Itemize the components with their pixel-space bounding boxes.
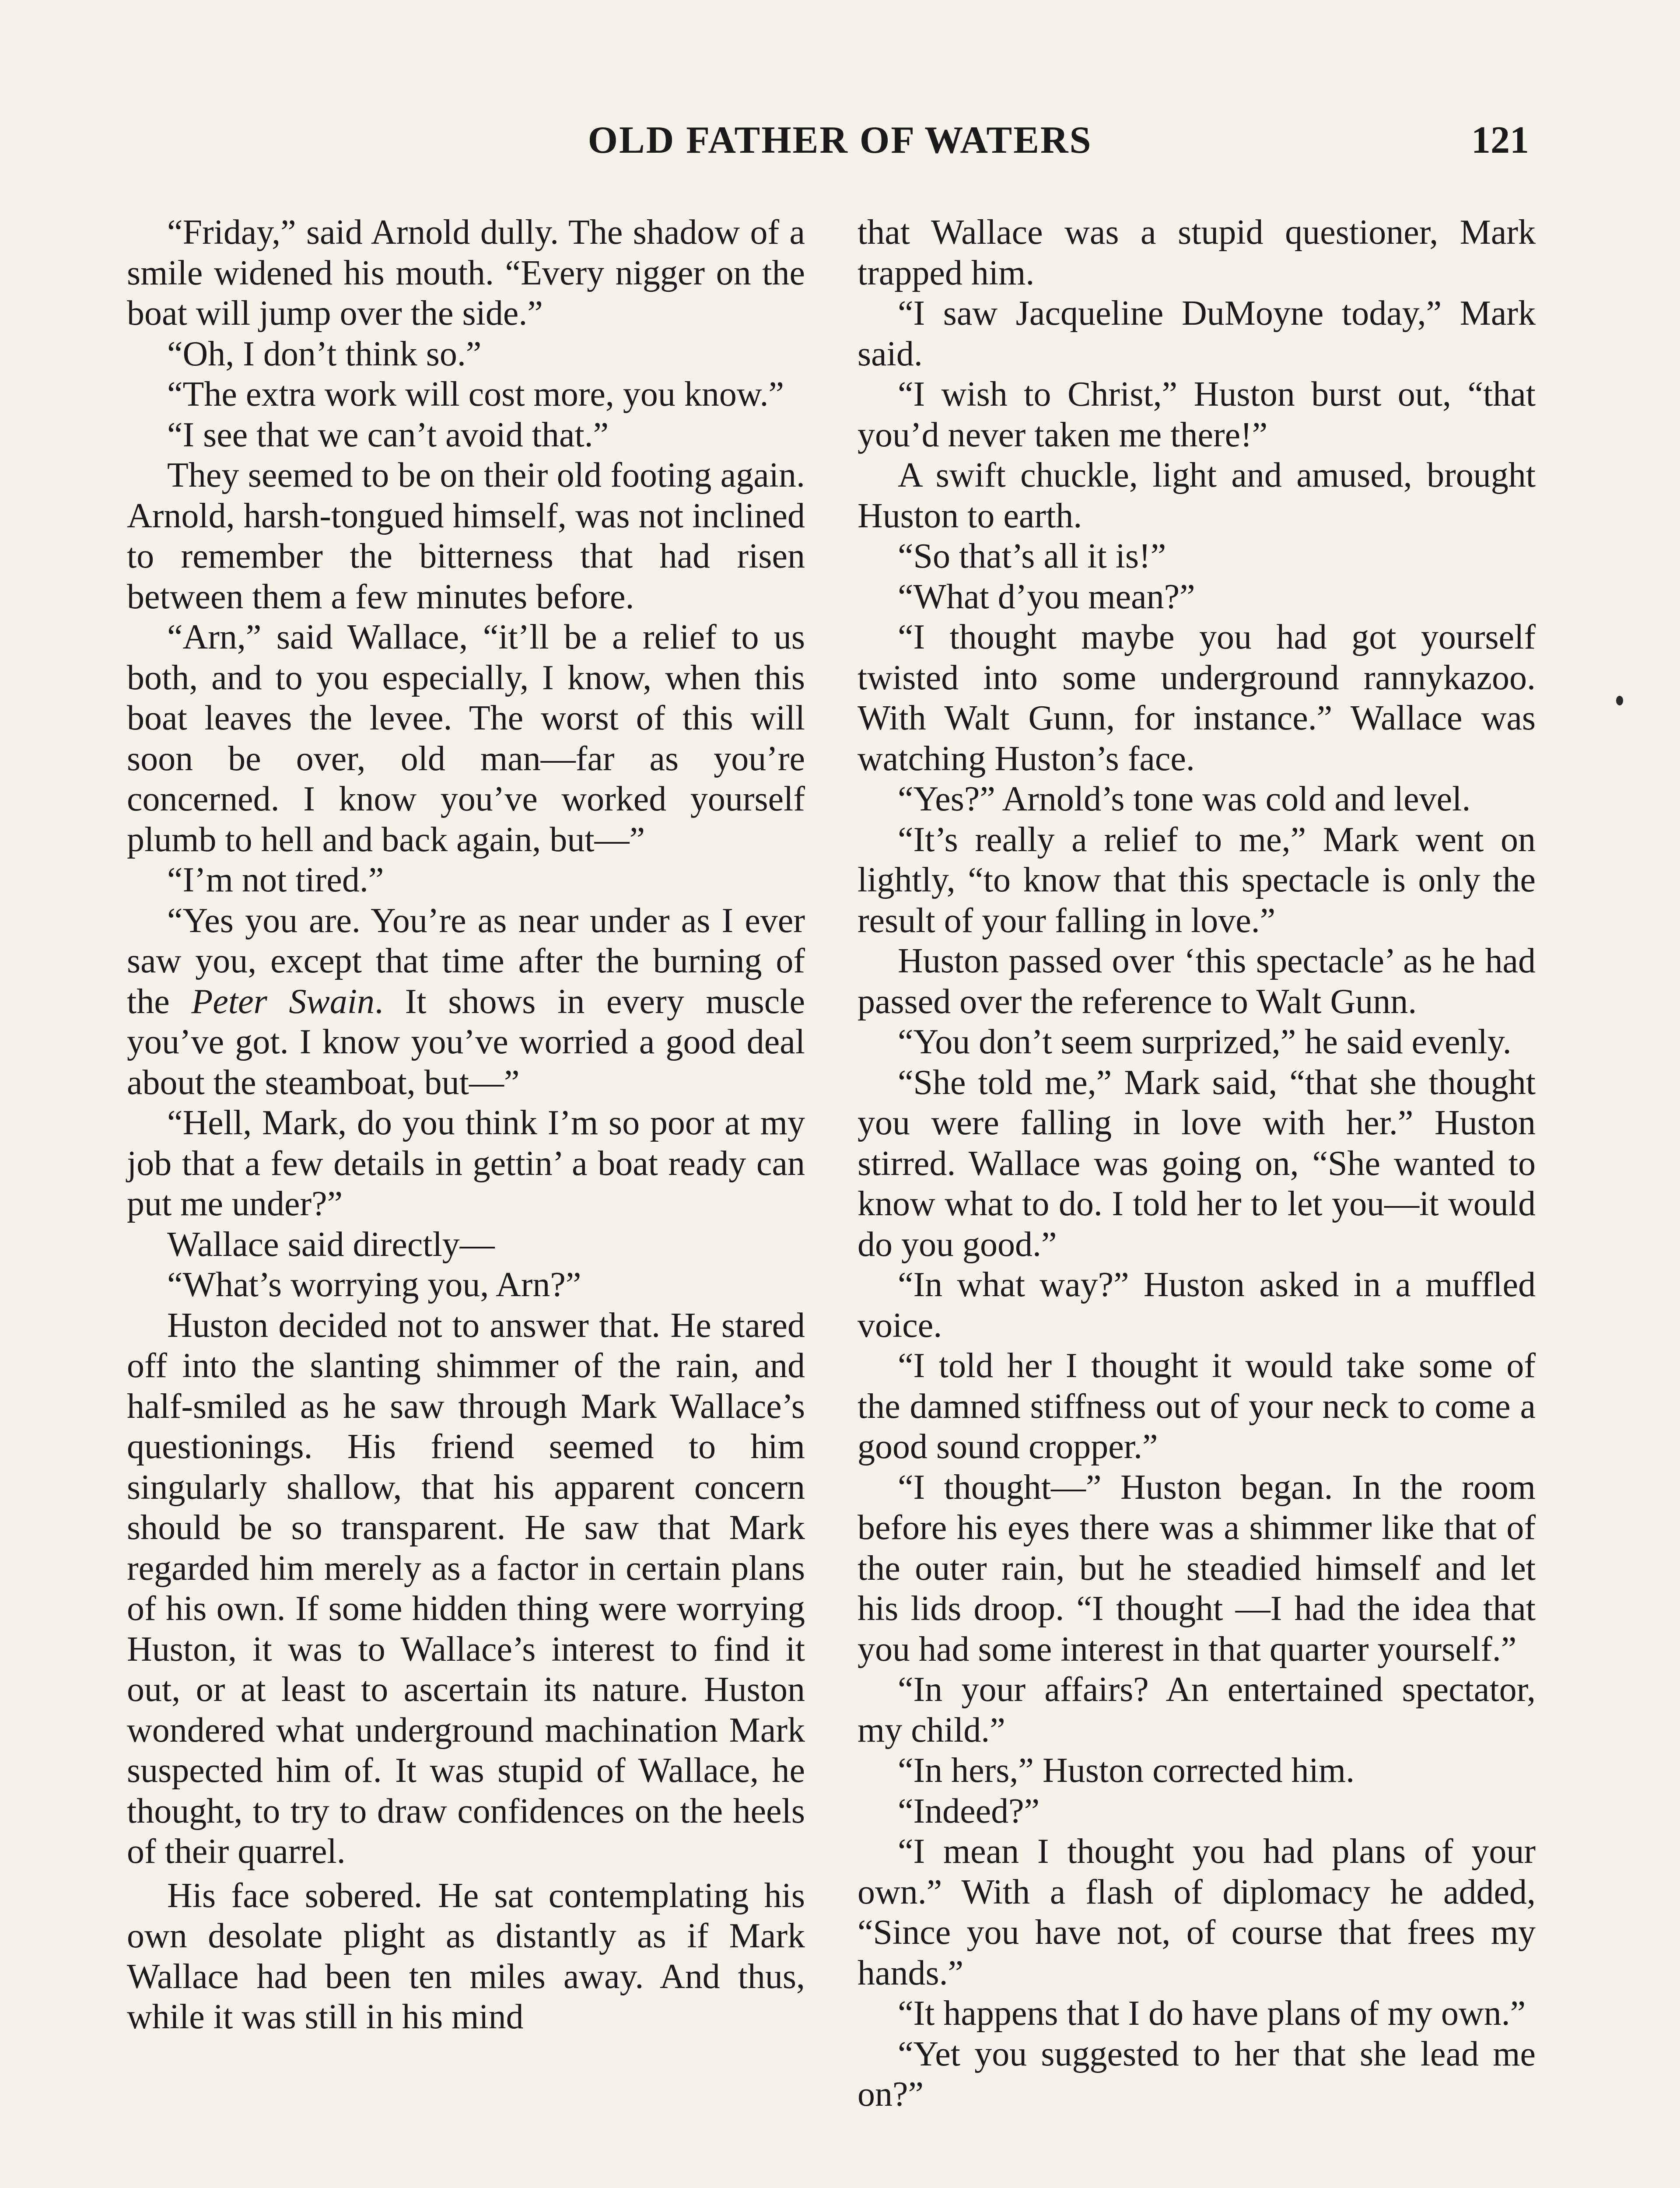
paragraph: Huston decided not to answer that. He stared off into the slanting shimmer of the rain, and half-smiled as he saw through Mark Wallace’s questionings. His friend seemed to him singularly shallow, that his apparent concern should be so transparent. He saw that Mark regarded him merely as a factor in certain plans of his own. If some hidden thing were worrying Huston, it was to Wallace’s interest to find it out, or at least to ascertain its nature. Huston wondered what underground machination Mark suspected him of. It was stupid of Wallace, he thought, to try to draw confidences on the heels of their quarrel. [127, 1306, 805, 1871]
paragraph: “Oh, I don’t think so.” [167, 334, 482, 373]
left-column [127, 212, 805, 2037]
paragraph: “The extra work will cost more, you know.” [167, 375, 784, 414]
paragraph: “So that’s all it is!” [898, 537, 1166, 575]
paragraph: “You don’t seem surprized,” he said evenly. [898, 1023, 1512, 1061]
paragraph: “Yet you suggested to her that she lead me on?” [858, 2034, 1536, 2114]
paragraph: “She told me,” Mark said, “that she thought you were falling in love with her.” Huston stirred. Wallace was going on, “She wanted to know what to do. I told her to let you—it would do you good.” [858, 1063, 1536, 1264]
paragraph: “I saw Jacqueline DuMoyne today,” Mark said. [858, 294, 1536, 373]
paragraph-text: . It shows in every muscle you’ve got. I know you’ve worried a good deal about the steamboat, but—” [127, 982, 805, 1102]
paragraph: “Hell, Mark, do you think I’m so poor at my job that a few details in gettin’ a boat ready can put me under?” [127, 1104, 805, 1223]
paragraph: “I told her I thought it would take some of the damned stiffness out of your neck to come a good sound cropper.” [858, 1346, 1536, 1466]
paragraph: “It happens that I do have plans of my own.” [898, 1994, 1526, 2033]
paragraph: that Wallace was a stupid questioner, Mark trapped him. [858, 213, 1536, 292]
paragraph: “What’s worrying you, Arn?” [167, 1266, 581, 1304]
paragraph: Wallace said directly— [167, 1225, 495, 1264]
ink-speck [1616, 696, 1623, 705]
paragraph: “Indeed?” [898, 1792, 1040, 1830]
paragraph: “In what way?” Huston asked in a muffled voice. [858, 1266, 1536, 1345]
paragraph: “I thought—” Huston began. In the room before his eyes there was a shimmer like that of the outer rain, but he steadied himself and let his lids droop. “I thought —I had the idea that you had some interest in that quarter yourself.” [858, 1468, 1536, 1669]
right-column [858, 212, 1536, 2115]
paragraph: “What d’you mean?” [898, 577, 1195, 616]
paragraph: His face sobered. He sat contemplating his own desolate plight as distantly as if Mark Wallace had been ten miles away. And thus, while it was still in his mind [127, 1876, 805, 2036]
paragraph: “I’m not tired.” [167, 861, 384, 899]
paragraph [127, 901, 805, 1103]
paragraph: “I see that we can’t avoid that.” [167, 415, 609, 454]
running-head: OLD FATHER OF WATERS [588, 119, 1092, 161]
paragraph: They seemed to be on their old footing again. Arnold, harsh-tongued himself, was not inclined to remember the bitterness that had risen between them a few minutes before. [127, 456, 805, 616]
paragraph: “In your affairs? An entertained spectator, my child.” [858, 1670, 1536, 1750]
paragraph: A swift chuckle, light and amused, brought Huston to earth. [858, 456, 1536, 535]
paragraph: “I wish to Christ,” Huston burst out, “that you’d never taken me there!” [858, 375, 1536, 454]
paragraph: “I thought maybe you had got yourself twisted into some underground rannykazoo. With Walt Gunn, for instance.” Wallace was watching Huston’s face. [858, 618, 1536, 778]
page-header [0, 118, 1680, 179]
paragraph: “Arn,” said Wallace, “it’ll be a relief to us both, and to you especially, I know, when this boat leaves the levee. The worst of this will soon be over, old man—far as you’re concerned. I know you’ve worked yourself plumb to hell and back again, but—” [127, 618, 805, 859]
paragraph: “Yes?” Arnold’s tone was cold and level. [898, 780, 1471, 818]
paragraph: “It’s really a relief to me,” Mark went on lightly, “to know that this spectacle is only the result of your falling in love.” [858, 820, 1536, 940]
paragraph: Huston passed over ‘this spectacle’ as he had passed over the reference to Walt Gunn. [858, 942, 1536, 1021]
paragraph: “In hers,” Huston corrected him. [898, 1751, 1355, 1790]
paragraph-text: “Yes you are. You’re as near under as I ever saw you, except that time after the burning of the [127, 901, 805, 1021]
paragraph: “Friday,” said Arnold dully. The shadow of a smile widened his mouth. “Every nigger on the boat will jump over the side.” [127, 213, 805, 333]
boat-name: Peter Swain [191, 982, 375, 1021]
page-number: 121 [1471, 119, 1529, 161]
paragraph: “I mean I thought you had plans of your own.” With a flash of diplomacy he added, “Since you have not, of course that frees my hands.” [858, 1832, 1536, 1992]
